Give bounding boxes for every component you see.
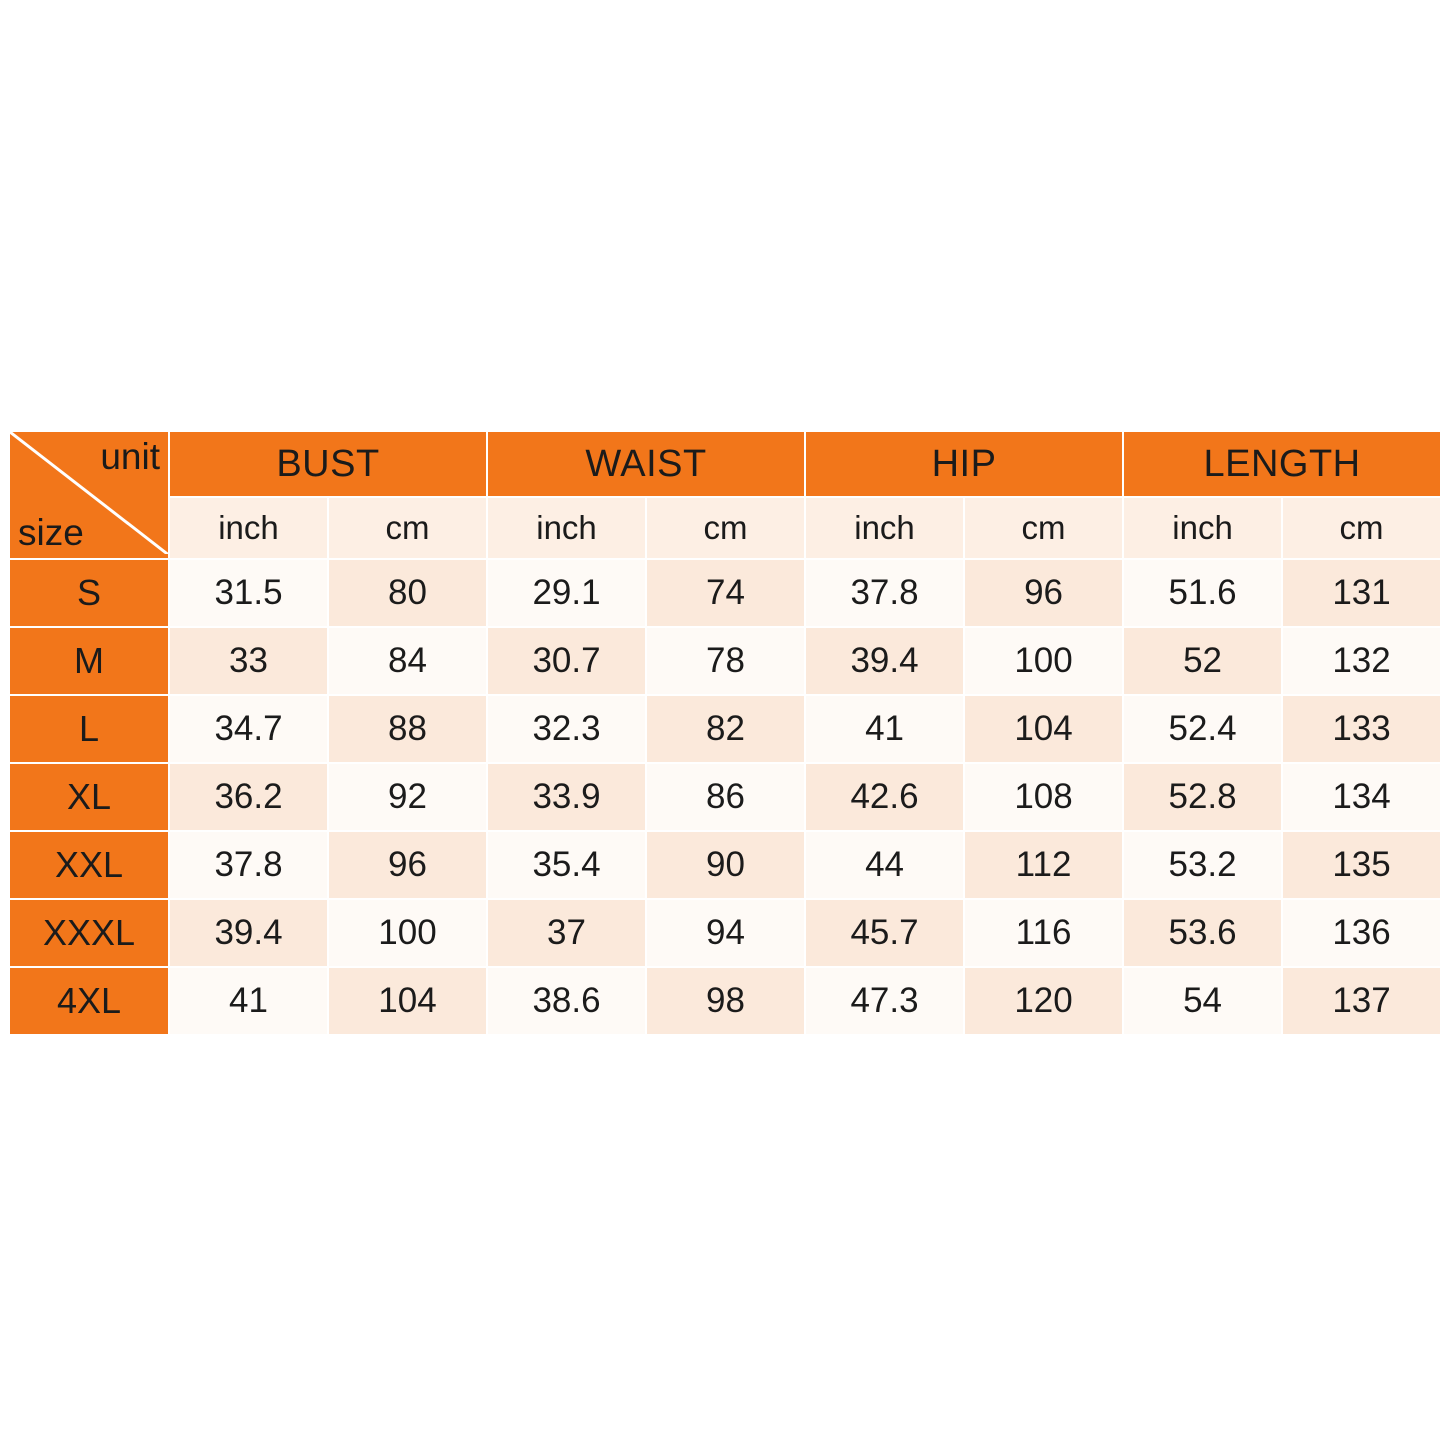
cell-value: 84 xyxy=(328,627,487,695)
cell-value: 37.8 xyxy=(805,559,964,627)
size-label: M xyxy=(9,627,169,695)
size-label: XL xyxy=(9,763,169,831)
cell-value: 80 xyxy=(328,559,487,627)
cell-value: 33.9 xyxy=(487,763,646,831)
header-group-bust: BUST xyxy=(169,431,487,497)
cell-value: 54 xyxy=(1123,967,1282,1035)
header-unit-hip-inch: inch xyxy=(805,497,964,559)
cell-value: 29.1 xyxy=(487,559,646,627)
cell-value: 52 xyxy=(1123,627,1282,695)
cell-value: 96 xyxy=(964,559,1123,627)
cell-value: 86 xyxy=(646,763,805,831)
cell-value: 137 xyxy=(1282,967,1441,1035)
cell-value: 120 xyxy=(964,967,1123,1035)
cell-value: 136 xyxy=(1282,899,1441,967)
cell-value: 53.6 xyxy=(1123,899,1282,967)
cell-value: 52.4 xyxy=(1123,695,1282,763)
cell-value: 39.4 xyxy=(805,627,964,695)
cell-value: 39.4 xyxy=(169,899,328,967)
corner-unit-size-cell xyxy=(9,431,169,559)
size-label: L xyxy=(9,695,169,763)
table-row xyxy=(9,967,1441,1035)
cell-value: 33 xyxy=(169,627,328,695)
header-unit-waist-inch: inch xyxy=(487,497,646,559)
cell-value: 42.6 xyxy=(805,763,964,831)
cell-value: 53.2 xyxy=(1123,831,1282,899)
cell-value: 116 xyxy=(964,899,1123,967)
cell-value: 35.4 xyxy=(487,831,646,899)
cell-value: 41 xyxy=(805,695,964,763)
cell-value: 132 xyxy=(1282,627,1441,695)
header-unit-bust-inch: inch xyxy=(169,497,328,559)
header-unit-length-cm: cm xyxy=(1282,497,1441,559)
cell-value: 38.6 xyxy=(487,967,646,1035)
header-row-groups xyxy=(9,431,1441,497)
cell-value: 37 xyxy=(487,899,646,967)
table-row xyxy=(9,899,1441,967)
cell-value: 90 xyxy=(646,831,805,899)
cell-value: 98 xyxy=(646,967,805,1035)
cell-value: 41 xyxy=(169,967,328,1035)
cell-value: 135 xyxy=(1282,831,1441,899)
cell-value: 36.2 xyxy=(169,763,328,831)
size-label: XXXL xyxy=(9,899,169,967)
cell-value: 104 xyxy=(328,967,487,1035)
header-group-hip: HIP xyxy=(805,431,1123,497)
header-unit-bust-cm: cm xyxy=(328,497,487,559)
cell-value: 100 xyxy=(964,627,1123,695)
header-unit-length-inch: inch xyxy=(1123,497,1282,559)
header-group-length: LENGTH xyxy=(1123,431,1441,497)
corner-unit-label: unit xyxy=(100,436,160,477)
cell-value: 51.6 xyxy=(1123,559,1282,627)
cell-value: 131 xyxy=(1282,559,1441,627)
cell-value: 45.7 xyxy=(805,899,964,967)
cell-value: 96 xyxy=(328,831,487,899)
cell-value: 30.7 xyxy=(487,627,646,695)
cell-value: 100 xyxy=(328,899,487,967)
header-unit-waist-cm: cm xyxy=(646,497,805,559)
cell-value: 34.7 xyxy=(169,695,328,763)
cell-value: 88 xyxy=(328,695,487,763)
header-row-units xyxy=(9,497,1441,559)
header-unit-hip-cm: cm xyxy=(964,497,1123,559)
cell-value: 47.3 xyxy=(805,967,964,1035)
cell-value: 44 xyxy=(805,831,964,899)
table-row xyxy=(9,627,1441,695)
size-label: S xyxy=(9,559,169,627)
table-row xyxy=(9,763,1441,831)
table-row xyxy=(9,695,1441,763)
header-group-waist: WAIST xyxy=(487,431,805,497)
corner-size-label: size xyxy=(18,512,84,553)
cell-value: 74 xyxy=(646,559,805,627)
cell-value: 112 xyxy=(964,831,1123,899)
cell-value: 32.3 xyxy=(487,695,646,763)
cell-value: 94 xyxy=(646,899,805,967)
size-chart-container xyxy=(8,430,1440,1036)
table-row xyxy=(9,559,1441,627)
cell-value: 78 xyxy=(646,627,805,695)
cell-value: 52.8 xyxy=(1123,763,1282,831)
cell-value: 92 xyxy=(328,763,487,831)
size-chart-table xyxy=(8,430,1442,1036)
cell-value: 108 xyxy=(964,763,1123,831)
cell-value: 37.8 xyxy=(169,831,328,899)
table-row xyxy=(9,831,1441,899)
cell-value: 134 xyxy=(1282,763,1441,831)
cell-value: 133 xyxy=(1282,695,1441,763)
size-label: XXL xyxy=(9,831,169,899)
cell-value: 31.5 xyxy=(169,559,328,627)
cell-value: 104 xyxy=(964,695,1123,763)
size-label: 4XL xyxy=(9,967,169,1035)
cell-value: 82 xyxy=(646,695,805,763)
